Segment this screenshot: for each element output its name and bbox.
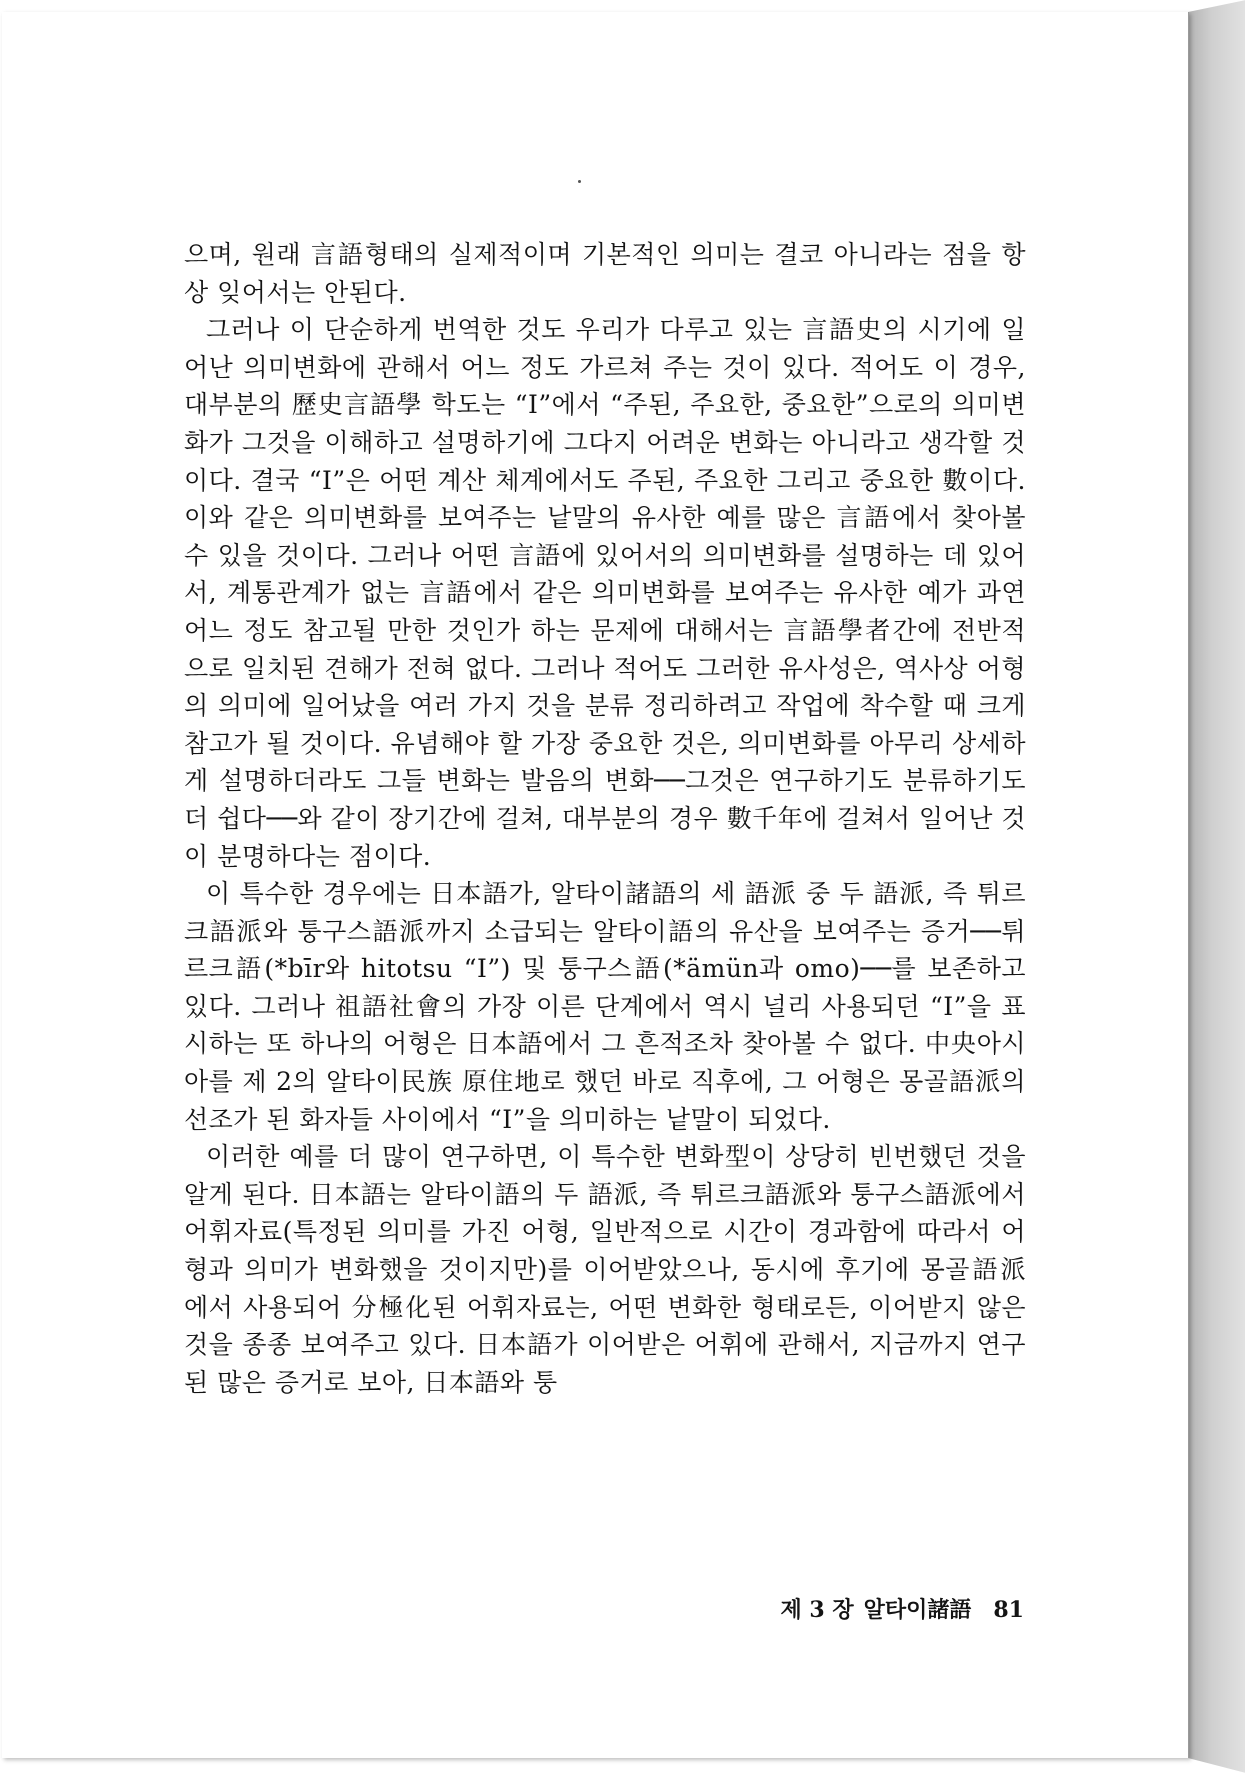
page-number: 81 xyxy=(993,1597,1024,1623)
chapter-label: 제 3 장 xyxy=(780,1597,854,1623)
paragraph-3: 이 특수한 경우에는 日本語가, 알타이諸語의 세 語派 중 두 語派, 즉 튀르크語派와 퉁구스語派까지 소급되는 알타이語의 유산을 보여주는 증거──튀르크語(*bīr와 hitotsu “I”) 및 퉁구스語(*ämün과 omo)──를 보존하고 있다. 그러나 祖語社會의 가장 이른 단계에서 역시 널리 사용되던 “I”을 표시하는 또 하나의 어형은 日本語에서 그 흔적조차 찾아볼 수 없다. 中央아시아를 제 2의 알타이民族 原住地로 했던 바로 직후에, 그 어형은 몽골語派의 선조가 된 화자들 사이에서 “I”을 의미하는 낱말이 되었다. xyxy=(184,879,1026,1134)
running-footer xyxy=(754,1593,1024,1624)
paragraph-2: 그러나 이 단순하게 번역한 것도 우리가 다루고 있는 言語史의 시기에 일어난 의미변화에 관해서 어느 정도 가르쳐 주는 것이 있다. 적어도 이 경우, 대부분의 歷史言語學 학도는 “I”에서 “주된, 주요한, 중요한”으로의 의미변화가 그것을 이해하고 설명하기에 그다지 어려운 변화는 아니라고 생각할 것이다. 결국 “I”은 어떤 계산 체계에서도 주된, 주요한 그리고 중요한 數이다. 이와 같은 의미변화를 보여주는 낱말의 유사한 예를 많은 言語에서 찾아볼 수 있을 것이다. 그러나 어떤 言語에 있어서의 의미변화를 설명하는 데 있어서, 계통관계가 없는 言語에서 같은 의미변화를 보여주는 유사한 예가 과연 어느 정도 참고될 만한 것인가 하는 문제에 대해서는 言語學者간에 전반적으로 일치된 견해가 전혀 없다. 그러나 적어도 그러한 유사성은, 역사상 어형의 의미에 일어났을 여러 가지 것을 분류 정리하려고 작업에 착수할 때 크게 참고가 될 것이다. 유념해야 할 가장 중요한 것은, 의미변화를 아무리 상세하게 설명하더라도 그들 변화는 발음의 변화──그것은 연구하기도 분류하기도 더 쉽다──와 같이 장기간에 걸쳐, 대부분의 경우 數千年에 걸쳐서 일어난 것이 분명하다는 점이다. xyxy=(184,315,1026,871)
paragraph-4: 이러한 예를 더 많이 연구하면, 이 특수한 변화型이 상당히 빈번했던 것을 알게 된다. 日本語는 알타이語의 두 語派, 즉 튀르크語派와 퉁구스語派에서 어휘자료(특정된 의미를 가진 어형, 일반적으로 시간이 경과함에 따라서 어형과 의미가 변화했을 것이지만)를 이어받았으나, 동시에 후기에 몽골語派에서 사용되어 分極化된 어휘자료는, 어떤 변화한 형태로든, 이어받지 않은 것을 종종 보여주고 있다. 日本語가 이어받은 어휘에 관해서, 지금까지 연구된 많은 증거로 보아, 日本語와 퉁 xyxy=(184,1142,1026,1397)
chapter-title: 알타이諸語 xyxy=(863,1597,972,1623)
body-text xyxy=(184,236,1026,1401)
speck-mark xyxy=(578,180,581,183)
paragraph-1: 으며, 원래 言語형태의 실제적이며 기본적인 의미는 결코 아니라는 점을 항상 잊어서는 안된다. xyxy=(184,240,1026,307)
page-edge xyxy=(1188,0,1245,1773)
